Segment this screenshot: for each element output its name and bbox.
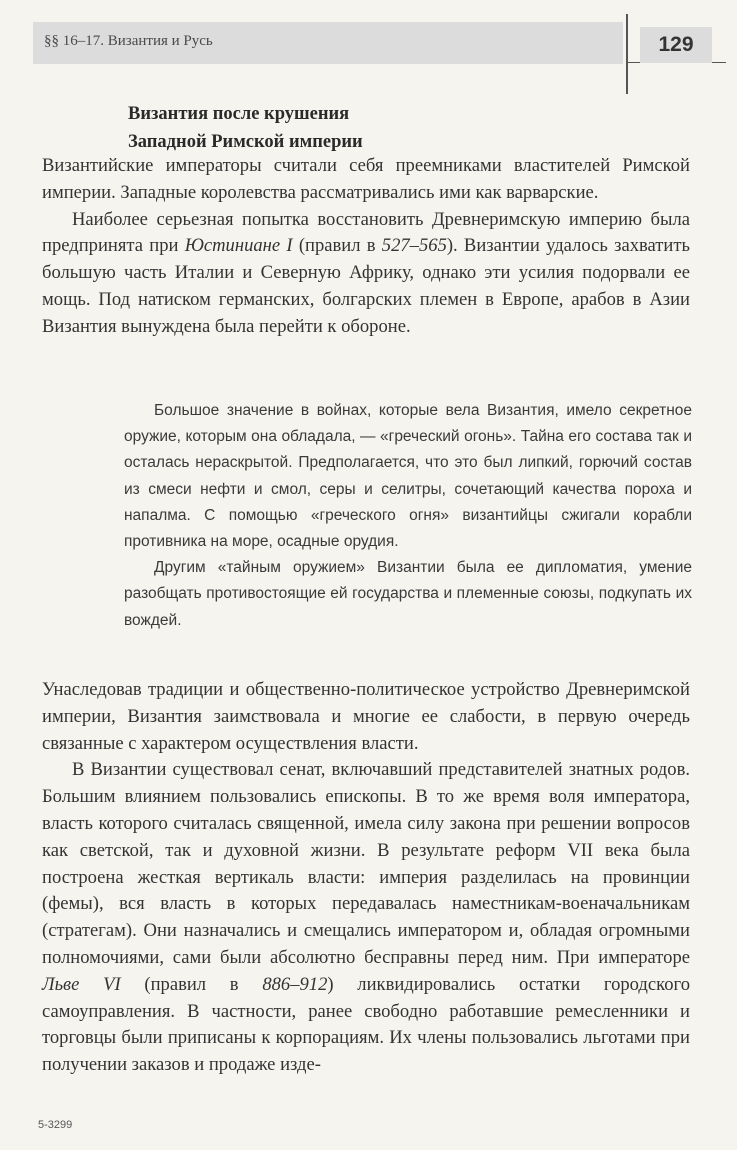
- emperor-name: Юстиниане I: [184, 235, 293, 257]
- aside-paragraph: Другим «тайным оружием» Византии была ее дипломатия, умение разобщать противостоящие ей государства и племенные союзы, подкупать их вождей.: [124, 559, 692, 629]
- paragraph: Византийские императоры считали себя преемниками властителей Римской империи. Западные королевства рассматривались ими как варварские.: [42, 155, 690, 203]
- section-title: [128, 100, 363, 156]
- emperor-name: Льве VI: [42, 973, 121, 995]
- paragraph: [42, 757, 690, 1079]
- page-number: 129: [640, 27, 712, 63]
- text-run: (правил в: [292, 235, 382, 257]
- aside-paragraph: Большое значение в войнах, которые вела Византия, имело секретное оружие, которым она обладала, — «греческий огонь». Тайна его состава так и осталась нераскрытой. Предполагается, что это был липкий, горючий состав из смеси нефти и смол, серы и селитры, сочетающий качества пороха и напалма. С помощью «греческого огня» византийцы сжигали корабли противника на море, осадные орудия.: [124, 402, 692, 551]
- paragraph: Унаследовав традиции и общественно-политическое устройство Древнеримской империи, Византия заимствовала и многие ее слабости, в первую очередь связанные с характером осуществления власти.: [42, 679, 690, 754]
- text-run: В Византии существовал сенат, включавший представителей знатных родов. Большим влиянием пользовались епископы. В то же время воля императора, власть которого считалась священной, имела силу закона при решении вопросов как светской, так и духовной жизни. В результате реформ VII века была построена жесткая вертикаль власти: империя разделилась на провинции (фемы), вся власть в которых передавалась наместникам-военачальникам (стратегам). Они назначались и смещались императором и, обладая огромными полномочиями, сами были абсолютно бесправны перед ним. При императоре: [42, 759, 690, 968]
- section-title-line-2: Западной Римской империи: [128, 132, 363, 152]
- text-run: Наиболее серьезная попытка восстановить Древнеримскую империю была предпринята при: [42, 208, 690, 257]
- text-run: ). Византии удалось захватить большую часть Италии и Северную Африку, однако эти усилия подорвали ее мощь. Под натиском германских, болгарских племен в Европе, арабов в Азии Византия вынуждена была перейти к обороне.: [42, 235, 690, 337]
- paragraph: [42, 207, 690, 341]
- reign-years: 886–912: [262, 973, 328, 995]
- section-title-line-1: Византия после крушения: [128, 104, 350, 124]
- aside-box: [124, 398, 692, 634]
- text-run: (правил в: [120, 973, 263, 995]
- body-text-top: [42, 153, 690, 341]
- text-run: ) ликвидировались остатки городского самоуправления. В частности, ранее свободно работавшие ремесленники и торговцы были приписаны к корпорациям. Их члены пользовались льготами при получении заказов и продаже изде-: [42, 973, 690, 1076]
- reign-years: 527–565: [381, 235, 447, 257]
- running-head: §§ 16–17. Византия и Русь: [44, 33, 213, 49]
- body-text-bottom: [42, 677, 690, 1079]
- print-code: 5-3299: [38, 1119, 73, 1131]
- header-vertical-rule: [626, 14, 628, 94]
